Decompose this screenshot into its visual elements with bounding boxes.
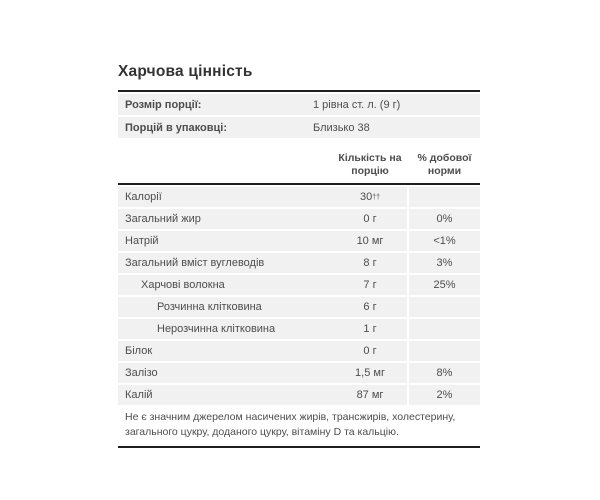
amount-header-line2: порцію (351, 165, 389, 177)
amount-header-line1: Кількість на (338, 152, 402, 164)
serving-row (118, 117, 480, 138)
dv-header-line1: % добової (417, 152, 472, 164)
nutrient-amount: 0 г (333, 209, 407, 229)
nutrient-daily-value: 25% (409, 275, 480, 295)
bottom-divider (118, 446, 480, 448)
nutrient-row (118, 363, 480, 383)
nutrient-name: Розчинна клітковина (118, 297, 333, 317)
nutrient-daily-value: 2% (409, 385, 480, 405)
nutrient-amount: 1 г (333, 319, 407, 339)
nutrient-name: Натрій (118, 231, 333, 251)
nutrient-daily-value: 8% (409, 363, 480, 383)
column-headers (118, 138, 480, 183)
nutrient-amount: 6 г (333, 297, 407, 317)
nutrient-amount: 10 мг (333, 231, 407, 251)
serving-value: 1 рівна ст. л. (9 г) (313, 98, 401, 111)
nutrient-row (118, 231, 480, 251)
nutrient-name: Білок (118, 341, 333, 361)
nutrient-daily-value: <1% (409, 231, 480, 251)
serving-label: Розмір порції: (125, 98, 202, 111)
nutrient-name: Харчові волокна (118, 275, 333, 295)
dv-header-line2: норми (427, 165, 462, 177)
top-divider (118, 90, 480, 92)
nutrient-daily-value (409, 319, 480, 339)
footnote: Не є значним джерелом насичених жирів, трансжирів, холестерину, загального цукру, доданого цукру, вітаміну D та кальцію. (125, 411, 456, 438)
nutrient-row (118, 187, 480, 207)
nutrient-row (118, 275, 480, 295)
nutrient-amount: 7 г (333, 275, 407, 295)
footnote-marker: †† (372, 194, 381, 201)
serving-value: Близько 38 (313, 121, 370, 134)
serving-info-section (118, 94, 480, 138)
nutrient-name: Залізо (118, 363, 333, 383)
nutrient-name: Загальний жир (118, 209, 333, 229)
amount-column-header (333, 152, 407, 178)
nutrient-name: Калій (118, 385, 333, 405)
page-title: Харчова цінність (118, 63, 253, 80)
serving-label: Порцій в упаковці: (125, 121, 228, 134)
nutrient-daily-value: 0% (409, 209, 480, 229)
nutrient-row (118, 341, 480, 361)
nutrient-rows-section (118, 187, 480, 405)
nutrient-row (118, 253, 480, 273)
nutrient-row (118, 209, 480, 229)
nutrient-daily-value (409, 297, 480, 317)
nutrient-daily-value (409, 341, 480, 361)
daily-value-column-header (409, 152, 480, 178)
nutrient-amount: 30†† (333, 187, 407, 207)
nutrient-amount: 1,5 мг (333, 363, 407, 383)
nutrient-row (118, 319, 480, 339)
nutrient-amount: 0 г (333, 341, 407, 361)
nutrient-amount: 87 мг (333, 385, 407, 405)
nutrient-name: Нерозчинна клітковина (118, 319, 333, 339)
nutrient-daily-value (409, 187, 480, 207)
nutrient-name: Калорії (118, 187, 333, 207)
nutrition-facts-panel (118, 62, 480, 448)
serving-row (118, 94, 480, 115)
nutrient-name: Загальний вміст вуглеводів (118, 253, 333, 273)
header-divider (118, 183, 480, 185)
nutrient-amount: 8 г (333, 253, 407, 273)
nutrient-row (118, 385, 480, 405)
nutrient-row (118, 297, 480, 317)
nutrient-daily-value: 3% (409, 253, 480, 273)
